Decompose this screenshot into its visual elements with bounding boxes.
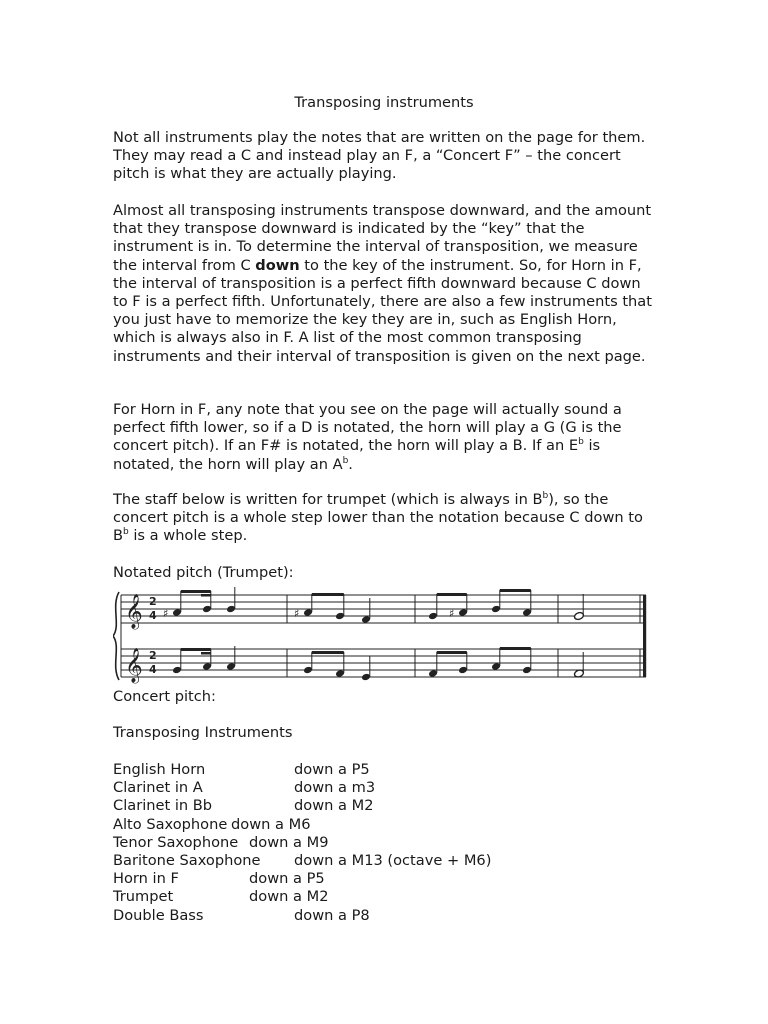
paragraph-text: The staff below is written for trumpet (which is always in B — [113, 491, 543, 508]
flat-sign: b — [123, 527, 129, 538]
flat-sign: b — [542, 491, 549, 501]
transposition-interval: down a M9 — [249, 833, 329, 851]
time-signature-bottom: 4 — [149, 609, 157, 622]
paragraph-text: is notated, the horn will play an A — [113, 437, 601, 473]
transposition-interval: down a P5 — [294, 761, 370, 778]
instrument-row — [113, 852, 492, 870]
final-barline — [643, 595, 646, 677]
brace-icon — [113, 592, 119, 680]
barlines — [121, 595, 640, 677]
time-signature-bottom: 4 — [149, 663, 157, 676]
intro-paragraph: Not all instruments play the notes that are written on the page for them. They may read a C and instead play an F, a “Concert F” – the concert pitch is what they are actually playing. — [113, 129, 646, 183]
horn-example-paragraph — [113, 401, 653, 474]
paragraph-text: to the key of the instrument. So, for Horn in F, the interval of transposition is a perfect fifth downward because C down to F is a perfect fifth. Unfortunately, there are also a few instruments that you just have to memorize the key they are in, such as English Horn, which is always also in F. A list of the most common transposing instruments and their interval of transposition is given on the next page. — [113, 256, 652, 365]
flat-sign: b — [578, 437, 584, 448]
instrument-name: Alto Saxophone — [113, 815, 228, 833]
music-staff-figure — [113, 586, 653, 686]
instrument-row — [113, 906, 370, 925]
page-title: Transposing instruments — [294, 94, 474, 111]
instrument-row — [113, 797, 374, 815]
instruments-heading: Transposing Instruments — [113, 724, 293, 741]
time-signature-top: 2 — [149, 595, 157, 608]
svg-text:♯: ♯ — [294, 607, 300, 620]
trumpet-paragraph — [113, 491, 653, 546]
paragraph-text: For Horn in F, any note that you see on the page will actually sound a perfect fifth lower, so if a D is notated, the horn will play a G (G is the concert pitch). If an F# is notated, the horn will play a B. If an E — [113, 401, 622, 455]
notated-notes — [172, 587, 584, 624]
transposition-interval: down a M2 — [249, 888, 329, 906]
flat-sign: b — [342, 455, 349, 466]
instrument-row — [113, 779, 376, 797]
transposition-interval: down a P8 — [294, 906, 370, 924]
paragraph-text: . — [348, 455, 353, 473]
transposition-paragraph — [113, 202, 653, 366]
instrument-name: Clarinet in A — [113, 779, 203, 797]
transposition-interval: down a P5 — [249, 870, 325, 888]
instrument-name: Horn in F — [113, 870, 179, 888]
instrument-row — [113, 761, 370, 779]
instrument-name: Baritone Saxophone — [113, 852, 261, 869]
paragraph-text: Almost all transposing instruments transpose downward, and the amount that they transpose downward is indicated by the “key” that the instrument is in. To determine the interval of transposition, we measure the interval from C — [113, 202, 652, 274]
instrument-name: English Horn — [113, 761, 206, 778]
svg-text:♯: ♯ — [163, 607, 169, 620]
concert-notes — [172, 646, 584, 681]
svg-text:♯: ♯ — [449, 607, 455, 620]
paragraph-text: is a whole step. — [128, 527, 248, 545]
time-signature — [149, 595, 157, 676]
treble-clef-icon: 𝄞 — [125, 594, 143, 629]
instrument-row — [113, 833, 329, 852]
instrument-name: Tenor Saxophone — [113, 833, 239, 851]
treble-clef-icon: 𝄞 — [125, 648, 143, 683]
instrument-name: Double Bass — [113, 906, 204, 924]
transposition-interval: down a M6 — [231, 815, 311, 833]
emphasis-down: down — [255, 256, 300, 274]
time-signature-top: 2 — [149, 649, 157, 662]
transposition-interval: down a m3 — [294, 779, 376, 797]
instrument-row — [113, 815, 311, 834]
transposition-interval: down a M2 — [294, 797, 374, 815]
instrument-name: Clarinet in Bb — [113, 797, 213, 815]
staff-lines — [121, 595, 646, 677]
notated-pitch-label: Notated pitch (Trumpet): — [113, 564, 294, 581]
concert-pitch-label: Concert pitch: — [113, 688, 216, 705]
paragraph-text: ), so the concert pitch is a whole step lower than the notation because C down to B — [113, 491, 643, 545]
instrument-row — [113, 888, 329, 906]
instrument-name: Trumpet — [113, 888, 174, 906]
transposition-interval: down a M13 (octave + M6) — [294, 852, 492, 869]
instrument-row — [113, 870, 325, 888]
